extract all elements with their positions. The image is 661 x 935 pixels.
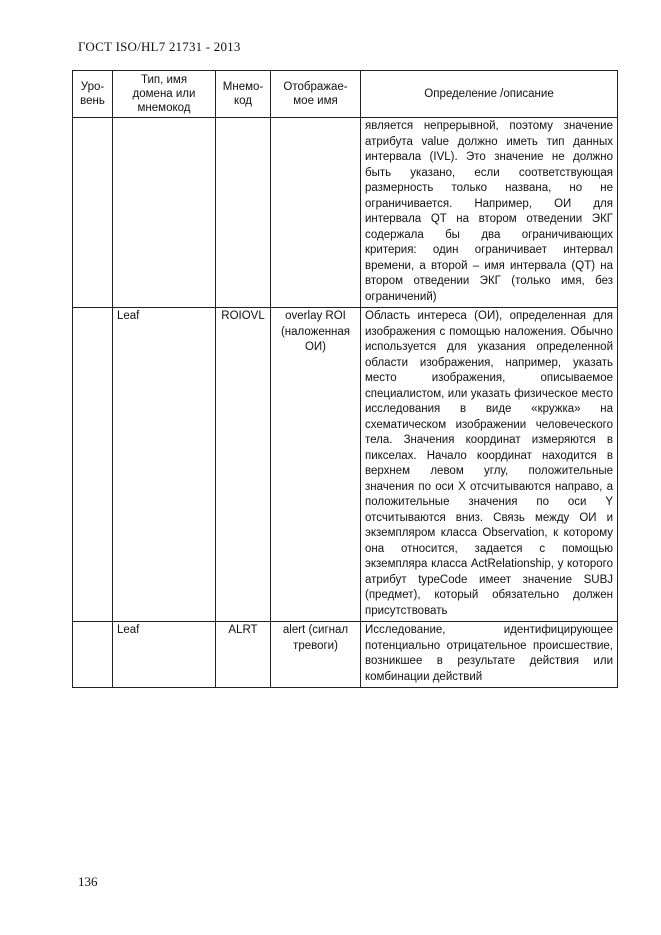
definitions-table [72,70,618,688]
cell-display: alert (сигнал тревоги) [271,622,361,688]
cell-type [113,118,216,308]
column-header-display: Отображае- мое имя [271,71,361,118]
cell-definition: Исследование, идентифицирующее потенциально отрицательное происшествие, возникшее в результате действия или комбинации действий [361,622,618,688]
cell-type: Leaf [113,622,216,688]
table-row [73,622,618,688]
page-number: 136 [78,874,98,889]
cell-type: Leaf [113,308,216,622]
cell-display: overlay ROI (наложенная ОИ) [271,308,361,622]
table-row [73,118,618,308]
column-header-mnemonic: Мнемо- код [216,71,271,118]
cell-definition: является непрерывной, поэтому значение атрибута value должно иметь тип данных интервала (IVL). Это значение не должно быть указано, если соответствующая размерность только названа, но не ограничивается. Например, ОИ для интервала QT на втором отведении ЭКГ содержала бы два ограничивающих критерия: один ограничивает интервал времени, а второй – имя интервала (QT) на втором отведении ЭКГ (только имя, без ограничений) [361,118,618,308]
table-row [73,308,618,622]
table-header-row [73,71,618,118]
cell-level [73,118,113,308]
cell-mnemonic: ALRT [216,622,271,688]
cell-definition: Область интереса (ОИ), определенная для изображения с помощью наложения. Обычно используется для указания определенной области изображения, например, указать место изображения, описываемое специалистом, или указать физическое место исследования в виде «кружка» на схематическом изображении человеческого тела. Значения координат измеряются в пикселах. Начало координат находится в верхнем левом углу, положительные значения по оси X отсчитываются направо, а положительные значения по оси Y отсчитываются вниз. Связь между ОИ и экземпляром класса Observation, к которому она относится, задается с помощью экземпляра класса ActRelationship, у которого атрибут typeCode имеет значение SUBJ (предмет), который обязательно должен присутствовать [361,308,618,622]
cell-level [73,622,113,688]
cell-display [271,118,361,308]
cell-mnemonic: ROIOVL [216,308,271,622]
cell-mnemonic [216,118,271,308]
document-header: ГОСТ ISO/HL7 21731 - 2013 [78,39,241,54]
column-header-definition: Определение /описание [361,71,618,118]
cell-level [73,308,113,622]
column-header-type: Тип, имя домена или мнемокод [113,71,216,118]
column-header-level: Уро- вень [73,71,113,118]
